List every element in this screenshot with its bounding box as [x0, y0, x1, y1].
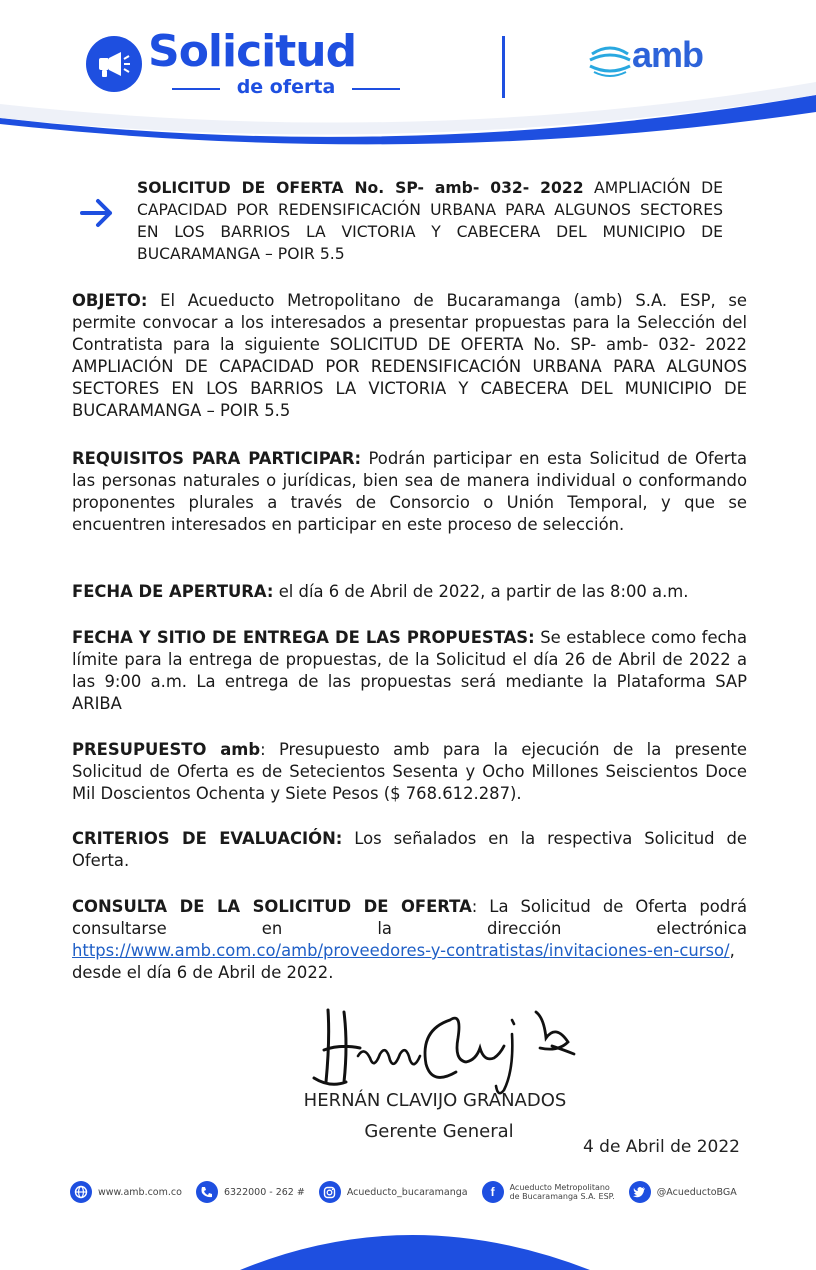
arrow-right-icon [78, 194, 116, 232]
facebook-icon: f [482, 1181, 504, 1203]
consulta-label: CONSULTA DE LA SOLICITUD DE OFERTA [72, 897, 472, 916]
presupuesto-text: : Presupuesto amb para la ejecución de la presente Solicitud de Oferta es de Setecientos Sesenta y Ocho Millones Seiscientos Doce Mil Doscientos Ochenta y Siete Pesos ($ 768.612.287). [72, 740, 747, 803]
consulta-link[interactable]: https://www.amb.com.co/amb/proveedores-y-contratistas/invitaciones-en-curso/ [72, 941, 730, 960]
logo-rule-right [352, 88, 400, 90]
footer-web-text: www.amb.com.co [98, 1186, 182, 1198]
objeto-text: El Acueducto Metropolitano de Bucaramanga (amb) S.A. ESP, se permite convocar a los interesados a presentar propuestas para la Selección del Contratista para la siguiente SOLICITUD DE OFERTA No. SP- amb- 032- 2022 AMPLIACIÓN DE CAPACIDAD POR REDENSIFICACIÓN URBANA PARA ALGUNOS SECTORES EN LOS BARRIOS LA VICTORIA Y CABECERA DEL MUNICIPIO DE BUCARAMANGA – POIR 5.5 [72, 291, 747, 420]
consulta-text-after: , desde el día 6 de Abril de 2022. [72, 941, 735, 982]
globe-icon [70, 1181, 92, 1203]
section-presupuesto [72, 739, 747, 805]
document-heading [137, 177, 723, 265]
apertura-label: FECHA DE APERTURA: [72, 582, 274, 601]
solicitud-logo [86, 26, 416, 100]
entrega-label: FECHA Y SITIO DE ENTREGA DE LAS PROPUESTAS: [72, 628, 535, 647]
consulta-text: : La Solicitud de Oferta podrá consultarse en la dirección electrónica [72, 897, 747, 938]
megaphone-icon [86, 36, 142, 92]
footer-twitter[interactable] [629, 1181, 737, 1203]
section-requisitos [72, 448, 747, 536]
objeto-label: OBJETO: [72, 291, 148, 310]
section-criterios [72, 828, 747, 872]
footer-instagram-text: Acueducto_bucaramanga [346, 1186, 468, 1198]
signatory-role: Gerente General [364, 1121, 514, 1142]
section-entrega [72, 627, 747, 715]
footer-facebook[interactable] [482, 1181, 615, 1203]
section-apertura [72, 581, 747, 603]
criterios-text: Los señalados en la respectiva Solicitud de Oferta. [72, 829, 747, 870]
footer-facebook-line1: Acueducto Metropolitano [509, 1183, 610, 1192]
section-consulta [72, 896, 747, 984]
logo-title: Solicitud [148, 26, 357, 77]
amb-logo-text: amb [632, 34, 704, 75]
header-divider [502, 36, 505, 98]
instagram-icon [319, 1181, 341, 1203]
water-drop-icon [588, 42, 632, 78]
document-date: 4 de Abril de 2022 [582, 1137, 740, 1157]
twitter-icon [629, 1181, 651, 1203]
footer-twitter-text: @AcueductoBGA [656, 1186, 737, 1198]
phone-icon [196, 1181, 218, 1203]
heading-reference: SOLICITUD DE OFERTA No. SP- amb- 032- 2022 [137, 179, 584, 197]
section-objeto [72, 290, 747, 422]
requisitos-text: Podrán participar en esta Solicitud de Oferta las personas naturales o jurídicas, bien sea de manera individual o conformando proponentes plurales a través de Consorcio o Unión Temporal, y que se encuentren interesados en participar en este proceso de selección. [72, 449, 747, 534]
apertura-text: el día 6 de Abril de 2022, a partir de las 8:00 a.m. [273, 582, 689, 601]
criterios-label: CRITERIOS DE EVALUACIÓN: [72, 829, 343, 848]
amb-logo [588, 34, 728, 84]
logo-subtitle: de oferta [236, 76, 336, 98]
signatory-name: HERNÁN CLAVIJO GRANADOS [303, 1090, 567, 1111]
heading-text: AMPLIACIÓN DE CAPACIDAD POR REDENSIFICACIÓN URBANA PARA ALGUNOS SECTORES EN LOS BARRIOS LA VICTORIA Y CABECERA DEL MUNICIPIO DE BUCARAMANGA – POIR 5.5 [137, 179, 723, 263]
presupuesto-label: PRESUPUESTO amb [72, 740, 261, 759]
requisitos-label: REQUISITOS PARA PARTICIPAR: [72, 449, 362, 468]
footer-facebook-line2: de Bucaramanga S.A. ESP. [509, 1192, 615, 1201]
footer-phone[interactable] [196, 1181, 305, 1203]
entrega-text: Se establece como fecha límite para la entrega de propuestas, de la Solicitud el día 26 de Abril de 2022 a las 9:00 a.m. La entrega de las propuestas será mediante la Plataforma SAP ARIBA [72, 628, 747, 713]
footer-phone-text: 6322000 - 262 # [223, 1186, 305, 1198]
handwritten-signature [300, 990, 590, 1100]
footer-web[interactable] [70, 1181, 182, 1203]
footer-contacts [70, 1178, 800, 1206]
footer-instagram[interactable] [319, 1181, 468, 1203]
footer-wave [0, 1210, 816, 1270]
